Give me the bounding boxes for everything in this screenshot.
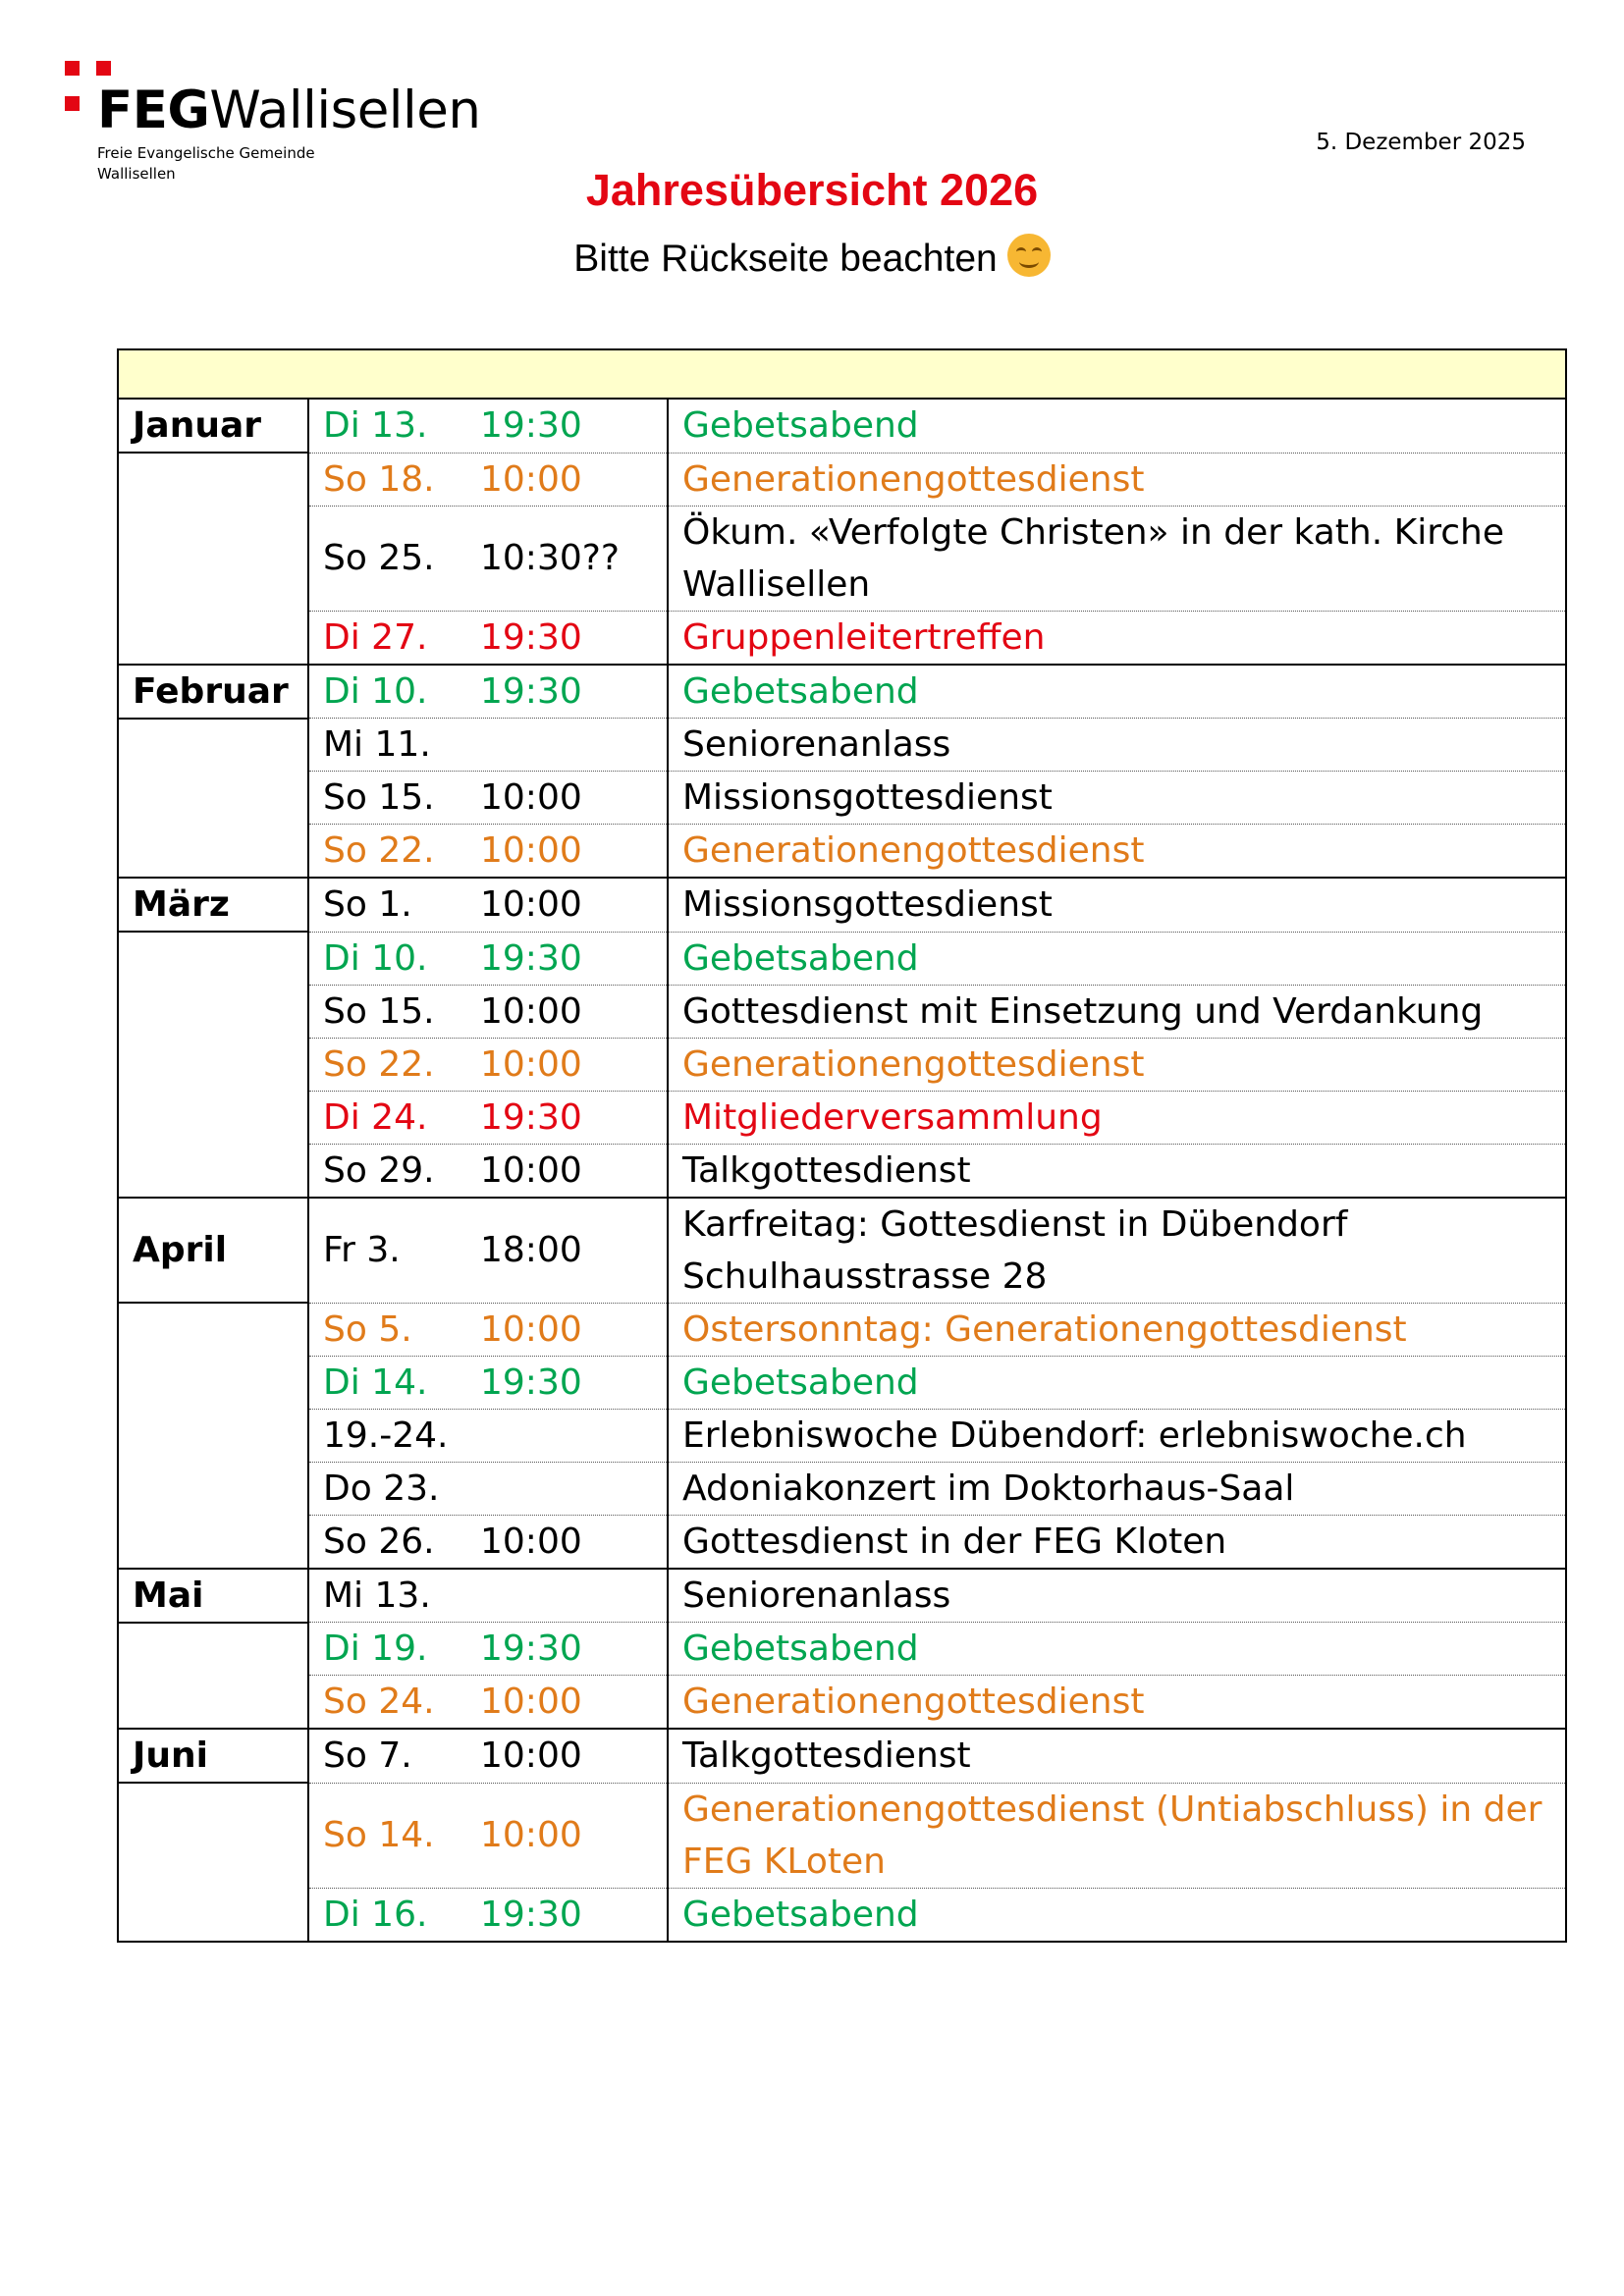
event-time: 10:00 <box>480 1682 582 1722</box>
event-row <box>118 1515 1566 1569</box>
event-time: 19:30 <box>480 1894 582 1935</box>
event-title: Ostersonntag: Generationengottesdienst <box>668 1303 1566 1356</box>
event-datetime <box>308 1144 668 1198</box>
event-time: 10:00 <box>480 458 582 500</box>
event-title: Gebetsabend <box>668 399 1566 453</box>
event-day: So 22. <box>323 830 435 871</box>
event-row <box>118 1569 1566 1623</box>
month-label: Mai <box>118 1569 308 1623</box>
event-row <box>118 772 1566 825</box>
event-day: So 24. <box>323 1682 435 1722</box>
event-title: Gebetsabend <box>668 932 1566 985</box>
event-row <box>118 1303 1566 1356</box>
logo-name-bold: FEG <box>97 80 210 140</box>
page-title: Jahresübersicht 2026 <box>585 165 1039 215</box>
event-row <box>118 985 1566 1038</box>
event-row <box>118 1091 1566 1144</box>
event-day: So 22. <box>323 1043 435 1085</box>
event-title: Adoniakonzert im Doktorhaus-Saal <box>668 1462 1566 1515</box>
event-row <box>118 453 1566 506</box>
event-time: 10:00 <box>480 990 582 1032</box>
event-title: Gottesdienst in der FEG Kloten <box>668 1515 1566 1569</box>
event-row <box>118 611 1566 665</box>
table-header-row <box>118 349 1566 399</box>
event-day: Do 23. <box>323 1468 440 1509</box>
event-time: 19:30 <box>480 1629 582 1669</box>
event-row <box>118 1198 1566 1304</box>
event-row <box>118 506 1566 611</box>
event-day: Fr 3. <box>323 1230 401 1270</box>
page-subtitle-text: Bitte Rückseite beachten <box>573 238 998 280</box>
event-time: 19:30 <box>480 937 582 979</box>
event-row <box>118 1409 1566 1462</box>
month-spacer <box>118 1783 308 1942</box>
event-title: Gebetsabend <box>668 665 1566 719</box>
event-day: So 29. <box>323 1149 435 1191</box>
event-row <box>118 1038 1566 1091</box>
event-time: 18:00 <box>480 1230 582 1270</box>
event-title: Karfreitag: Gottesdienst in Dübendorf Schulhausstrasse 28 <box>668 1198 1566 1304</box>
event-row <box>118 1623 1566 1676</box>
event-time: 10:00 <box>480 777 582 818</box>
event-day: So 14. <box>323 1815 435 1855</box>
event-row <box>118 1356 1566 1409</box>
event-row <box>118 719 1566 772</box>
event-day: So 15. <box>323 777 435 818</box>
event-time: 10:00 <box>480 830 582 871</box>
event-title: Generationengottesdienst <box>668 1676 1566 1730</box>
month-spacer <box>118 932 308 1198</box>
event-datetime <box>308 1623 668 1676</box>
event-title: Gebetsabend <box>668 1356 1566 1409</box>
event-title: Talkgottesdienst <box>668 1144 1566 1198</box>
event-time: 10:00 <box>480 1735 582 1777</box>
event-title: Gruppenleitertreffen <box>668 611 1566 665</box>
event-day: Di 10. <box>323 670 428 712</box>
document-date: 5. Dezember 2025 <box>1316 130 1526 155</box>
event-time: 19:30 <box>480 616 582 658</box>
event-datetime <box>308 1729 668 1783</box>
event-title: Gottesdienst mit Einsetzung und Verdankung <box>668 985 1566 1038</box>
event-time: 10:00 <box>480 1308 582 1350</box>
month-spacer <box>118 453 308 665</box>
event-datetime <box>308 1515 668 1569</box>
event-datetime <box>308 1409 668 1462</box>
event-row <box>118 399 1566 453</box>
event-day: So 25. <box>323 538 435 578</box>
event-day: So 15. <box>323 990 435 1032</box>
month-spacer <box>118 719 308 879</box>
event-day: So 5. <box>323 1308 412 1350</box>
event-day: So 26. <box>323 1521 435 1562</box>
event-time: 10:00 <box>480 884 582 926</box>
event-day: Di 27. <box>323 616 428 658</box>
event-title: Talkgottesdienst <box>668 1729 1566 1783</box>
event-day: Di 19. <box>323 1629 428 1669</box>
event-title: Generationengottesdienst <box>668 453 1566 506</box>
event-day: Mi 11. <box>323 724 431 765</box>
logo-name-regular: Wallisellen <box>209 80 481 140</box>
event-datetime <box>308 1356 668 1409</box>
event-title: Gebetsabend <box>668 1888 1566 1942</box>
event-datetime <box>308 1783 668 1888</box>
event-day: Di 13. <box>323 405 428 447</box>
event-row <box>118 1783 1566 1888</box>
event-title: Missionsgottesdienst <box>668 878 1566 932</box>
event-time: 10:00 <box>480 1521 582 1562</box>
event-title: Seniorenanlass <box>668 1569 1566 1623</box>
event-day: Di 14. <box>323 1362 428 1403</box>
event-row <box>118 932 1566 985</box>
event-datetime <box>308 825 668 879</box>
event-day: Di 16. <box>323 1894 428 1935</box>
event-day: Di 10. <box>323 937 428 979</box>
event-day: Mi 13. <box>323 1575 431 1616</box>
event-datetime <box>308 1038 668 1091</box>
event-datetime <box>308 506 668 611</box>
logo-name <box>97 80 480 141</box>
event-title: Erlebniswoche Dübendorf: erlebniswoche.ch <box>668 1409 1566 1462</box>
month-label: Januar <box>118 399 308 453</box>
event-day: 19.-24. <box>323 1415 449 1456</box>
event-time: 19:30 <box>480 405 582 447</box>
event-title: Generationengottesdienst <box>668 825 1566 879</box>
event-datetime <box>308 399 668 453</box>
event-time: 10:00 <box>480 1815 582 1855</box>
event-row <box>118 1676 1566 1730</box>
event-time: 19:30 <box>480 1362 582 1403</box>
event-day: Di 24. <box>323 1096 428 1138</box>
event-datetime <box>308 1091 668 1144</box>
event-row <box>118 1729 1566 1783</box>
event-datetime <box>308 611 668 665</box>
event-time: 10:00 <box>480 1149 582 1191</box>
event-row <box>118 1888 1566 1942</box>
event-title: Seniorenanlass <box>668 719 1566 772</box>
logo-subtitle-line2: Wallisellen <box>97 165 176 183</box>
event-time: 10:00 <box>480 1043 582 1085</box>
event-datetime <box>308 1198 668 1304</box>
month-label: März <box>118 878 308 932</box>
event-time: 19:30 <box>480 670 582 712</box>
event-datetime <box>308 1462 668 1515</box>
logo-subtitle-line1: Freie Evangelische Gemeinde <box>97 144 315 162</box>
month-label: Juni <box>118 1729 308 1783</box>
event-row <box>118 665 1566 719</box>
schedule-table <box>117 348 1567 1943</box>
event-datetime <box>308 1888 668 1942</box>
event-title: Ökum. «Verfolgte Christen» in der kath. Kirche Wallisellen <box>668 506 1566 611</box>
event-row <box>118 825 1566 879</box>
event-title: Generationengottesdienst <box>668 1038 1566 1091</box>
event-time: 10:30?? <box>480 538 620 578</box>
event-title: Gebetsabend <box>668 1623 1566 1676</box>
event-day: So 18. <box>323 458 435 500</box>
event-title: Mitgliederversammlung <box>668 1091 1566 1144</box>
month-spacer <box>118 1623 308 1730</box>
event-row <box>118 878 1566 932</box>
smiley-icon <box>1007 234 1051 277</box>
event-row <box>118 1144 1566 1198</box>
page-subtitle <box>0 234 1624 281</box>
event-datetime <box>308 772 668 825</box>
event-day: So 1. <box>323 884 412 926</box>
event-datetime <box>308 878 668 932</box>
event-title: Generationengottesdienst (Untiabschluss) in der FEG KLoten <box>668 1783 1566 1888</box>
event-row <box>118 1462 1566 1515</box>
event-datetime <box>308 453 668 506</box>
month-label: April <box>118 1198 308 1304</box>
event-datetime <box>308 1569 668 1623</box>
event-datetime <box>308 1676 668 1730</box>
event-day: So 7. <box>323 1735 412 1777</box>
event-time: 19:30 <box>480 1096 582 1138</box>
event-datetime <box>308 932 668 985</box>
event-datetime <box>308 719 668 772</box>
event-datetime <box>308 1303 668 1356</box>
month-spacer <box>118 1303 308 1569</box>
event-title: Missionsgottesdienst <box>668 772 1566 825</box>
event-datetime <box>308 985 668 1038</box>
month-label: Februar <box>118 665 308 719</box>
event-datetime <box>308 665 668 719</box>
